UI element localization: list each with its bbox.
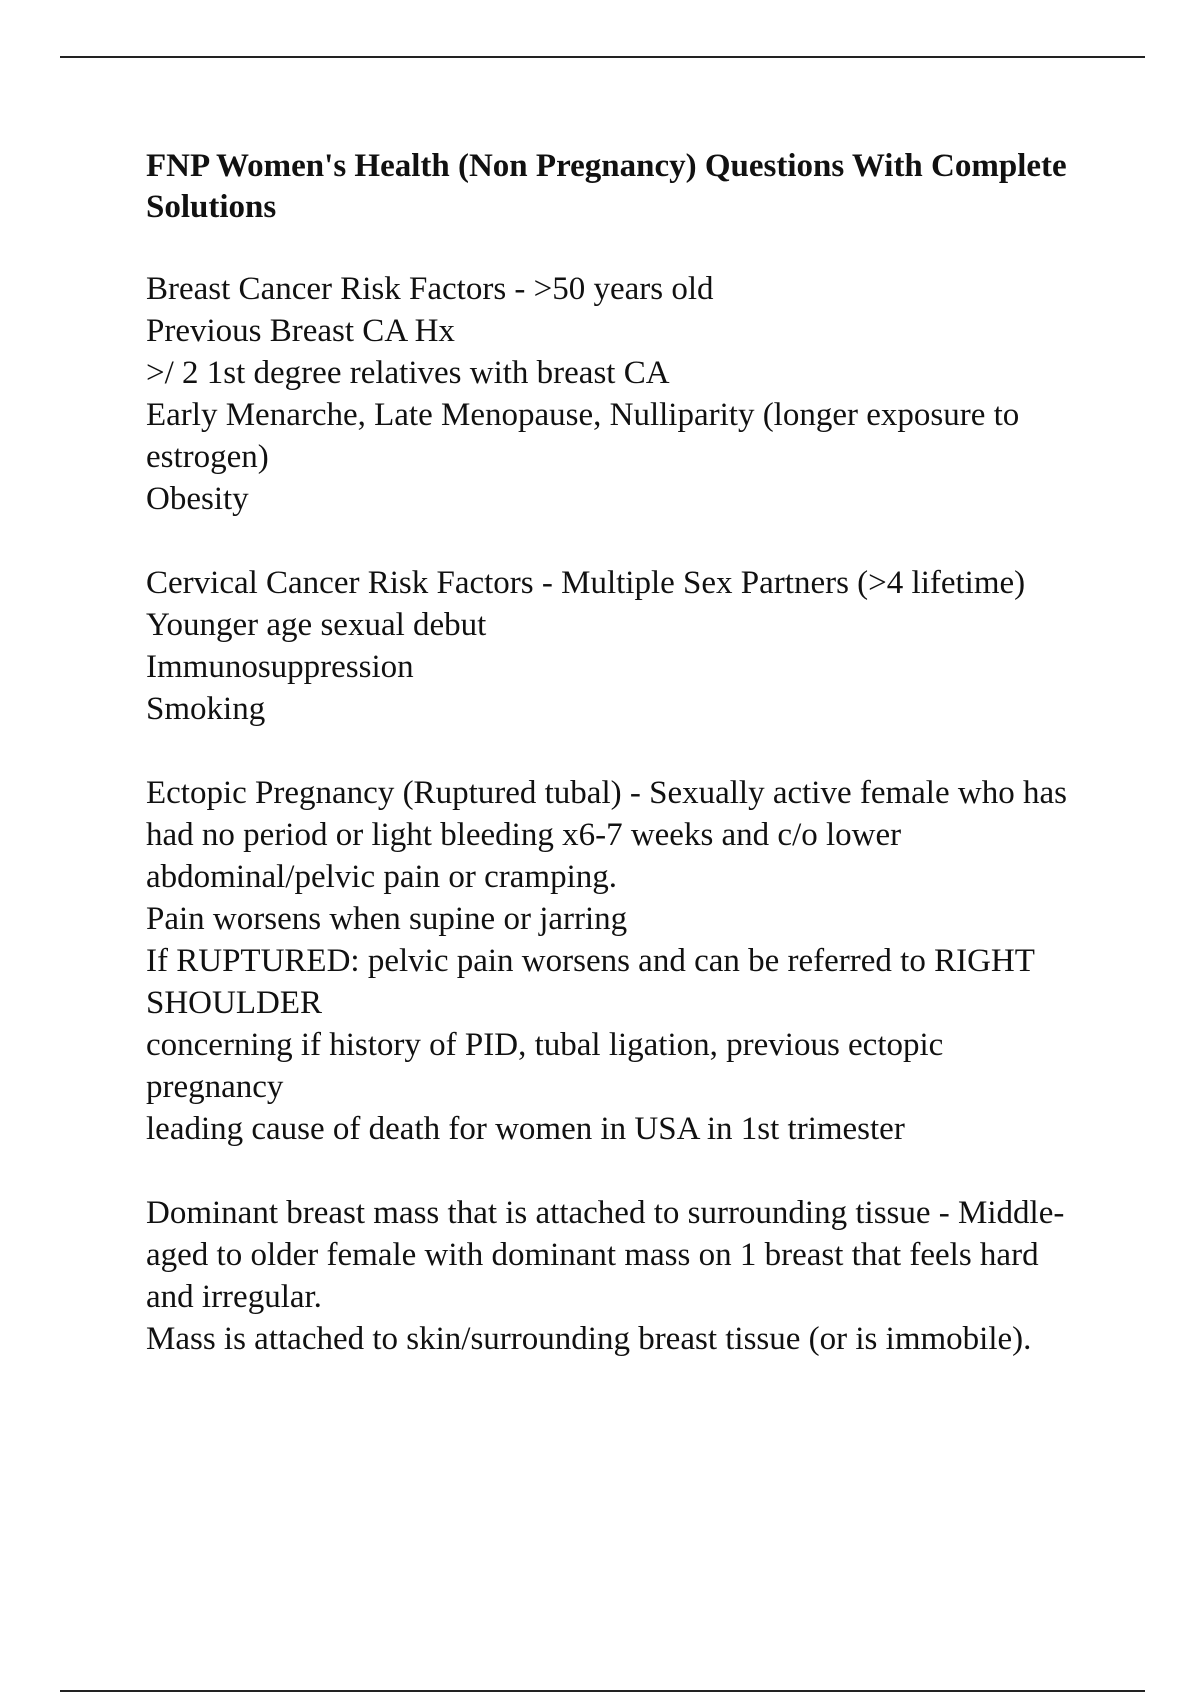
document-body	[146, 146, 1086, 1402]
entry-line: concerning if history of PID, tubal ligation, previous ectopic pregnancy	[146, 1027, 944, 1105]
entry-breast-cancer-risk-factors	[146, 268, 1086, 520]
entry-line: Previous Breast CA Hx	[146, 313, 455, 349]
entry-line: >/ 2 1st degree relatives with breast CA	[146, 355, 670, 391]
entry-line: leading cause of death for women in USA in 1st trimester	[146, 1111, 905, 1147]
top-divider	[60, 56, 1145, 58]
entry-line: Smoking	[146, 691, 266, 727]
entry-ectopic-pregnancy	[146, 772, 1086, 1150]
entry-line: Pain worsens when supine or jarring	[146, 901, 628, 937]
entry-line: Breast Cancer Risk Factors - >50 years old	[146, 271, 714, 307]
entry-cervical-cancer-risk-factors	[146, 562, 1086, 730]
entry-line: Immunosuppression	[146, 649, 414, 685]
entry-line: Cervical Cancer Risk Factors - Multiple Sex Partners (>4 lifetime)	[146, 565, 1026, 601]
entry-line: Ectopic Pregnancy (Ruptured tubal) - Sexually active female who has had no period or light bleeding x6-7 weeks and c/o lower abdominal/pelvic pain or cramping.	[146, 775, 1067, 895]
entry-line: Early Menarche, Late Menopause, Nulliparity (longer exposure to estrogen)	[146, 397, 1020, 475]
entry-line: Obesity	[146, 481, 249, 517]
entry-line: Dominant breast mass that is attached to surrounding tissue - Middle-aged to older female with dominant mass on 1 breast that feels hard and irregular.	[146, 1195, 1065, 1315]
bottom-divider	[60, 1690, 1145, 1692]
entry-line: Mass is attached to skin/surrounding breast tissue (or is immobile).	[146, 1321, 1032, 1357]
entry-line: If RUPTURED: pelvic pain worsens and can be referred to RIGHT SHOULDER	[146, 943, 1035, 1021]
entry-dominant-breast-mass	[146, 1192, 1086, 1360]
document-title: FNP Women's Health (Non Pregnancy) Questions With Complete Solutions	[146, 148, 1067, 225]
entry-line: Younger age sexual debut	[146, 607, 487, 643]
